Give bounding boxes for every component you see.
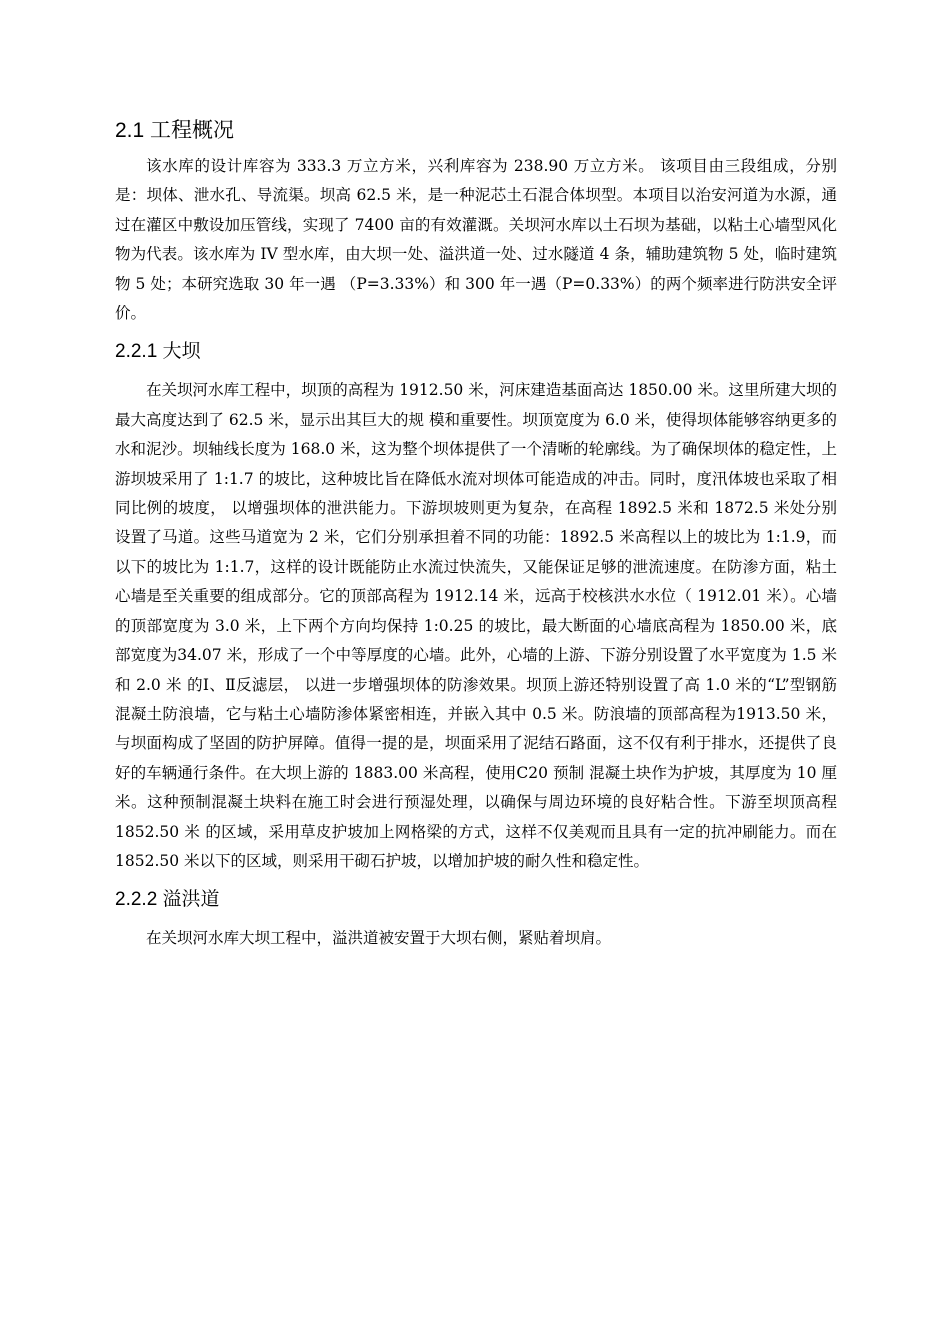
overview-paragraph: 该水库的设计库容为 333.3 万立方米，兴利库容为 238.90 万立方米。 该项目由三段组成，分别是：坝体、泄水孔、导流渠。坝高 62.5 米，是一种泥芯土石混合体坝型。本项目以治安河道为水源，通过在灌区中敷设加压管线，实现了 7400 亩的有效灌溉。关坝河水库以土石坝为基础，以粘土心墙型风化物为代表。该水库为 IV 型水库，由大坝一处、溢洪道一处、过水隧道 4 条，辅助建筑物 5 处，临时建筑物 5 处；本研究选取 30 年一遇 （P=3.33%）和 300 年一遇（P=0.33%）的两个频率进行防洪安全评价。 bbox=[115, 157, 837, 323]
section-heading-spillway: 2.2.2 溢洪道 bbox=[115, 889, 220, 911]
section-heading-overview: 2.1 工程概况 bbox=[115, 119, 235, 142]
section-heading-dam: 2.2.1 大坝 bbox=[115, 341, 201, 363]
document-page bbox=[115, 116, 837, 954]
spillway-paragraph: 在关坝河水库大坝工程中，溢洪道被安置于大坝右侧，紧贴着坝肩。 bbox=[146, 929, 612, 948]
dam-paragraph: 在关坝河水库工程中，坝顶的高程为 1912.50 米，河床建造基面高达 1850.00 米。这里所建大坝的最大高度达到了 62.5 米，显示出其巨大的规 模和重要性。坝顶宽度为 6.0 米，使得坝体能够容纳更多的水和泥沙。坝轴线长度为 168.0 米，这为整个坝体提供了一个清晰的轮廓线。为了确保坝体的稳定性，上游坝坡采用了 1:1.7 的坡比，这种坡比旨在降低水流对坝体可能造成的冲击。同时，度汛体坡也采取了相同比例的坡度， 以增强坝体的泄洪能力。下游坝坡则更为复杂，在高程 1892.5 米和 1872.5 米处分别设置了马道。这些马道宽为 2 米，它们分别承担着不同的功能：1892.5 米高程以上的坡比为 1:1.9，而以下的坡比为 1:1.7，这样的设计既能防止水流过快流失，又能保证足够的泄流速度。在防渗方面，粘土心墙是至关重要的组成部分。它的顶部高程为 1912.14 米，远高于校核洪水水位（ 1912.01 米）。心墙的顶部宽度为 3.0 米，上下两个方向均保持 1:0.25 的坡比，最大断面的心墙底高程为 1850.00 米，底部宽度为34.07 米，形成了一个中等厚度的心墙。此外，心墙的上游、下游分别设置了水平宽度为 1.5 米和 2.0 米 的Ⅰ、Ⅱ反滤层， 以进一步增强坝体的防渗效果。坝顶上游还特别设置了高 1.0 米的“L”型钢筋混凝土防浪墙，它与粘土心墙防渗体紧密相连，并嵌入其中 0.5 米。防浪墙的顶部高程为1913.50 米，与坝面构成了坚固的防护屏障。值得一提的是，坝面采用了泥结石路面，这不仅有利于排水，还提供了良好的车辆通行条件。在大坝上游的 1883.00 米高程，使用C20 预制 混凝土块作为护坡，其厚度为 10 厘米。这种预制混凝土块料在施工时会进行预湿处理，以确保与周边环境的良好粘合性。下游至坝顶高程 1852.50 米 的区域，采用草皮护坡加上网格梁的方式，这样不仅美观而且具有一定的抗冲刷能力。而在 1852.50 米以下的区域，则采用干砌石护坡，以增加护坡的耐久性和稳定性。 bbox=[115, 381, 837, 870]
